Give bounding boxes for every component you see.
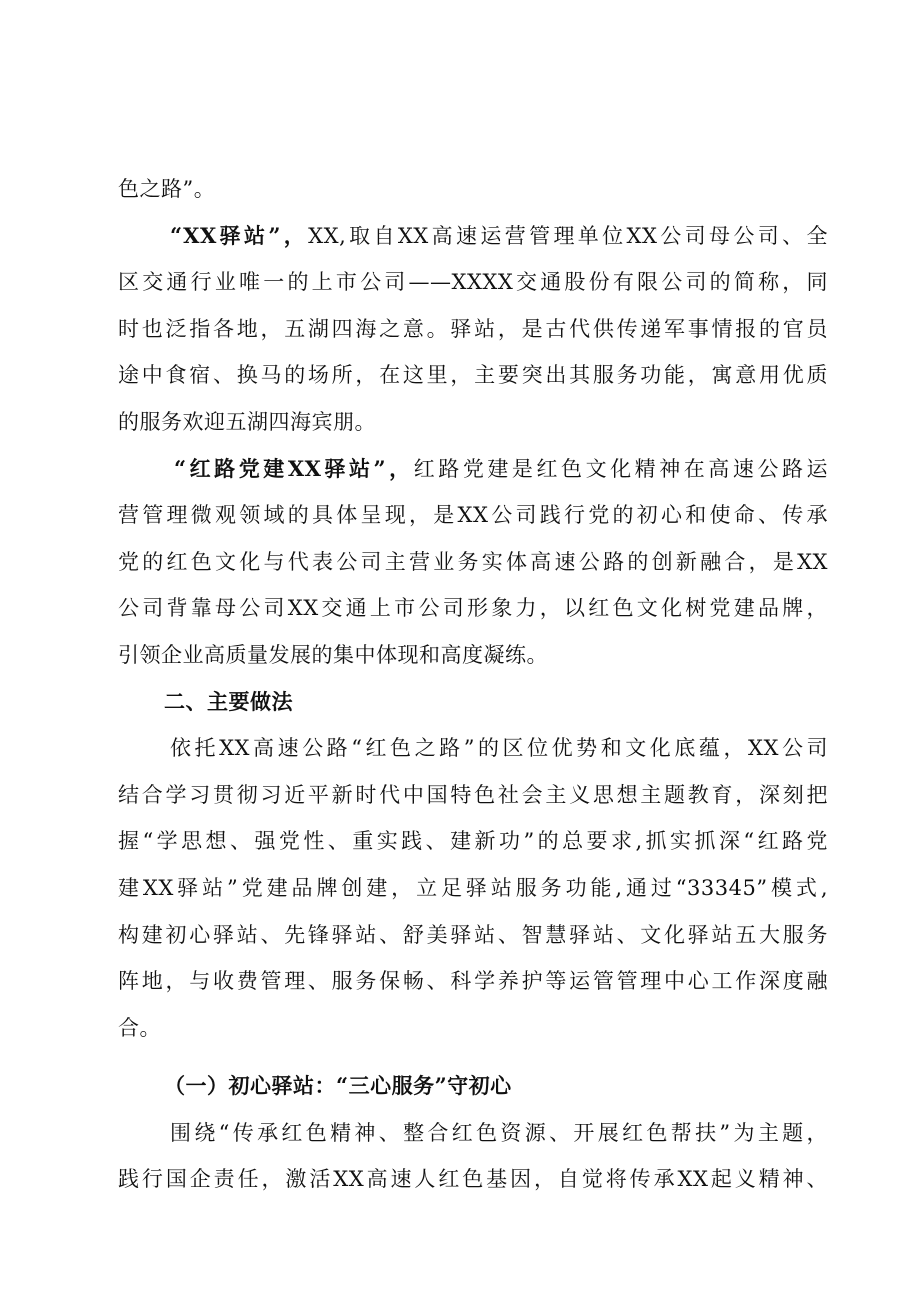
text-line: 引领企业高质量发展的集中体现和高度凝练。 bbox=[118, 642, 548, 667]
text-line: 的服务欢迎五湖四海宾朋。 bbox=[118, 409, 376, 434]
paragraph-first-line: 围绕“传承红色精神、整合红色资源、开展红色帮扶”为主题， bbox=[170, 1120, 828, 1145]
text-line: 公司背靠母公司XX交通上市公司形象力，以红色文化树党建品牌， bbox=[118, 596, 828, 621]
paragraph-first-line: “XX驿站”，XX,取自XX高速运营管理单位XX公司母公司、全 bbox=[170, 222, 828, 248]
text-line: 阵地，与收费管理、服务保畅、科学养护等运管管理中心工作深度融 bbox=[118, 969, 828, 994]
text-line: 时也泛指各地，五湖四海之意。驿站，是古代供传递军事情报的官员 bbox=[118, 316, 828, 341]
paragraph-first-line: “红路党建XX驿站”，红路党建是红色文化精神在高速公路运 bbox=[174, 455, 829, 481]
section-heading: 二、主要做法 bbox=[164, 688, 293, 714]
text-line: 区交通行业唯一的上市公司——XXXX交通股份有限公司的简称，同 bbox=[118, 270, 828, 295]
text-line: 建XX驿站”党建品牌创建，立足驿站服务功能,通过“33345”模式, bbox=[118, 875, 828, 900]
text-line: 色之路”。 bbox=[118, 177, 216, 201]
text-line: 合。 bbox=[118, 1015, 161, 1040]
text-line: 党的红色文化与代表公司主营业务实体高速公路的创新融合，是XX bbox=[118, 549, 828, 574]
text-line: 握“学思想、强党性、重实践、建新功”的总要求,抓实抓深“红路党 bbox=[118, 829, 828, 854]
paragraph-first-line: 依托XX高速公路“红色之路”的区位优势和文化底蕴，XX公司 bbox=[170, 736, 828, 761]
text-line: 营管理微观领域的具体呈现，是XX公司践行党的初心和使命、传承 bbox=[118, 503, 828, 528]
bold-lead-term: “XX驿站”， bbox=[170, 222, 309, 248]
subsection-heading: （一）初心驿站：“三心服务”守初心 bbox=[164, 1073, 512, 1099]
bold-lead-term: “红路党建XX驿站”， bbox=[174, 455, 414, 481]
text-line: 结合学习贯彻习近平新时代中国特色社会主义思想主题教育，深刻把 bbox=[118, 782, 828, 807]
text-line: 践行国企责任，激活XX高速人红色基因，自觉将传承XX起义精神、 bbox=[118, 1167, 828, 1192]
document-body bbox=[118, 166, 828, 1203]
text-line: 途中食宿、换马的场所，在这里，主要突出其服务功能，寓意用优质 bbox=[118, 363, 828, 388]
text-line: 构建初心驿站、先锋驿站、舒美驿站、智慧驿站、文化驿站五大服务 bbox=[118, 922, 828, 947]
